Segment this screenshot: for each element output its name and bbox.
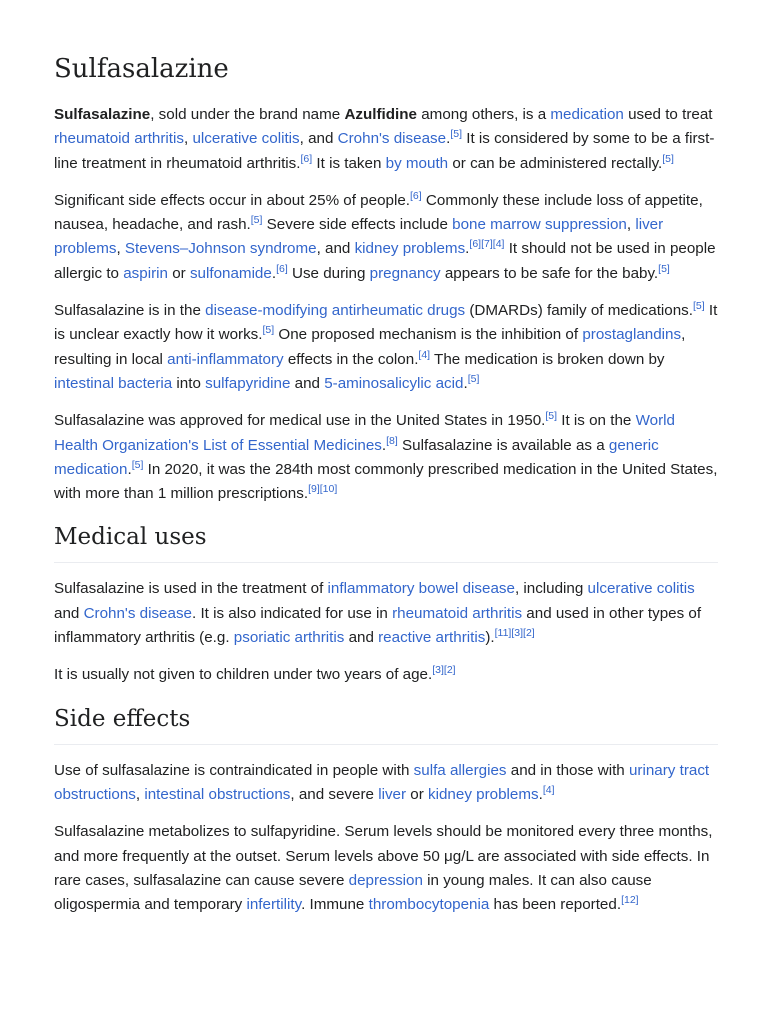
link-sulfa-allergies[interactable]: sulfa allergies <box>413 761 507 779</box>
page-title: Sulfasalazine <box>54 54 229 84</box>
citation-ref[interactable]: [6] <box>276 262 288 275</box>
link-anti-inflammatory[interactable]: anti-inflammatory <box>167 350 284 368</box>
citation-ref[interactable]: [5] <box>131 458 144 471</box>
article-content <box>54 0 718 930</box>
link-kidney-problems[interactable]: kidney problems <box>354 240 466 258</box>
link-liver[interactable]: liver <box>378 785 407 803</box>
intro-paragraph-1: Sulfasalazine, sold under the brand name Azulfidine among others, is a medication used to treat rheumatoid arthritis, ulcerative colitis, and Crohn's disease.[5] It is considered by some to be a first-line treatment in rheumatoid arthritis.[6] It is taken by mouth or can be administered rectally.[5] <box>54 106 715 172</box>
citation-ref[interactable]: [10] <box>319 483 338 496</box>
citation-ref[interactable]: [8] <box>386 434 398 447</box>
section-heading-side-effects: Side effects <box>54 704 718 745</box>
link-who-essential-medicines[interactable]: World Health Organization's List of Essential Medicines <box>54 412 675 454</box>
link-inflammatory-bowel-disease[interactable]: inflammatory bowel disease <box>327 580 515 598</box>
citation-ref[interactable]: [2] <box>523 626 535 639</box>
link-intestinal-bacteria[interactable]: intestinal bacteria <box>54 374 173 392</box>
link-liver-problems[interactable]: liver problems <box>54 216 664 258</box>
section-heading-medical-uses: Medical uses <box>54 522 718 563</box>
citation-ref[interactable]: [5] <box>467 372 480 385</box>
link-prostaglandins[interactable]: prostaglandins <box>582 326 682 344</box>
link-ulcerative-colitis[interactable]: ulcerative colitis <box>587 580 695 598</box>
intro-paragraph-4: Sulfasalazine was approved for medical use in the United States in 1950.[5] It is on the World Health Organization's List of Essential Medicines.[8] Sulfasalazine is available as a generic medication.[5] In 2020, it was the 284th most commonly prescribed medication in the United States, with more than 1 million prescriptions.[9][10] <box>54 410 718 503</box>
citation-ref[interactable]: [4] <box>542 783 555 796</box>
link-ulcerative-colitis[interactable]: ulcerative colitis <box>192 130 300 148</box>
citation-ref[interactable]: [4] <box>492 238 505 251</box>
side-effects-paragraph-1: Use of sulfasalazine is contraindicated in people with sulfa allergies and in those with urinary tract obstructions, intestinal obstructions, and severe liver or kidney problems.[4] <box>54 761 710 803</box>
link-thrombocytopenia[interactable]: thrombocytopenia <box>368 896 490 914</box>
intro-paragraph-3: Sulfasalazine is in the disease-modifying antirheumatic drugs (DMARDs) family of medications.[5] It is unclear exactly how it works.[5] One proposed mechanism is the inhibition of prostaglandins, resulting in local anti-inflammatory effects in the colon.[4] The medication is broken down by intestinal bacteria into sulfapyridine and 5-aminosalicylic acid.[5] <box>54 300 718 392</box>
medical-uses-paragraph-1: Sulfasalazine is used in the treatment of inflammatory bowel disease, including ulcerative colitis and Crohn's disease. It is also indicated for use in rheumatoid arthritis and used in other types of inflammatory arthritis (e.g. psoriatic arthritis and reactive arthritis).[11][3][2] <box>54 580 702 647</box>
link-intestinal-obstructions[interactable]: intestinal obstructions <box>144 785 291 803</box>
link-dmards[interactable]: disease-modifying antirheumatic drugs <box>205 302 466 320</box>
citation-ref[interactable]: [12] <box>621 894 639 907</box>
medical-uses-paragraph-2: It is usually not given to children under two years of age.[3][2] <box>54 664 456 684</box>
citation-ref[interactable]: [5] <box>450 128 463 141</box>
bold-term: Sulfasalazine <box>54 106 151 123</box>
link-crohns-disease[interactable]: Crohn's disease <box>337 130 447 148</box>
link-pregnancy[interactable]: pregnancy <box>369 264 441 282</box>
link-psoriatic-arthritis[interactable]: psoriatic arthritis <box>233 629 345 647</box>
link-medication[interactable]: medication <box>550 106 624 123</box>
citation-ref[interactable]: [2] <box>443 664 456 677</box>
citation-ref[interactable]: [4] <box>418 348 431 361</box>
citation-ref[interactable]: [3] <box>432 664 444 677</box>
link-aspirin[interactable]: aspirin <box>123 264 168 282</box>
citation-ref[interactable]: [5] <box>545 410 558 423</box>
link-stevens-johnson-syndrome[interactable]: Stevens–Johnson syndrome <box>124 240 317 258</box>
citation-ref[interactable]: [5] <box>250 214 263 227</box>
bold-term: Azulfidine <box>344 106 417 123</box>
citation-ref[interactable]: [5] <box>693 300 705 313</box>
link-5-aminosalicylic-acid[interactable]: 5-aminosalicylic acid <box>324 374 464 392</box>
citation-ref[interactable]: [5] <box>658 262 670 275</box>
link-generic-medication[interactable]: generic medication <box>54 436 659 478</box>
citation-ref[interactable]: [6] <box>410 189 422 202</box>
link-infertility[interactable]: infertility <box>246 896 302 914</box>
citation-ref[interactable]: [6] <box>469 238 482 251</box>
link-urinary-tract-obstructions[interactable]: urinary tract obstructions <box>54 761 710 803</box>
link-crohns-disease[interactable]: Crohn's disease <box>83 604 192 622</box>
link-depression[interactable]: depression <box>348 871 423 889</box>
citation-ref[interactable]: [7] <box>481 238 493 251</box>
link-kidney-problems[interactable]: kidney problems <box>428 785 539 803</box>
citation-ref[interactable]: [9] <box>308 483 320 496</box>
intro-paragraph-2: Significant side effects occur in about 25% of people.[6] Commonly these include loss of appetite, nausea, headache, and rash.[5] Severe side effects include bone marrow suppression, liver problems, Stevens–Johnson syndrome, and kidney problems.[6][7][4] It should not be used in people allergic to aspirin or sulfonamide.[6] Use during pregnancy appears to be safe for the baby.[5] <box>54 189 716 282</box>
citation-ref[interactable]: [6] <box>300 152 313 165</box>
link-rheumatoid-arthritis[interactable]: rheumatoid arthritis <box>54 130 184 148</box>
citation-ref[interactable]: [5] <box>662 152 674 165</box>
link-sulfapyridine[interactable]: sulfapyridine <box>205 374 291 392</box>
link-rheumatoid-arthritis[interactable]: rheumatoid arthritis <box>392 604 523 622</box>
citation-ref[interactable]: [3] <box>511 626 524 639</box>
citation-ref[interactable]: [5] <box>262 324 275 337</box>
link-reactive-arthritis[interactable]: reactive arthritis <box>378 629 486 647</box>
citation-ref[interactable]: [11] <box>494 626 512 639</box>
link-by-mouth[interactable]: by mouth <box>385 154 449 172</box>
side-effects-paragraph-2: Sulfasalazine metabolizes to sulfapyridine. Serum levels should be monitored every three months, and more frequently at the outset. Serum levels above 50 μg/L are associated with side effects. In rare cases, sulfasalazine can cause severe depression in young males. It can also cause oligospermia and temporary infertility. Immune thrombocytopenia has been reported.[12] <box>54 823 713 914</box>
link-bone-marrow-suppression[interactable]: bone marrow suppression <box>452 216 627 234</box>
link-sulfonamide[interactable]: sulfonamide <box>189 264 272 282</box>
